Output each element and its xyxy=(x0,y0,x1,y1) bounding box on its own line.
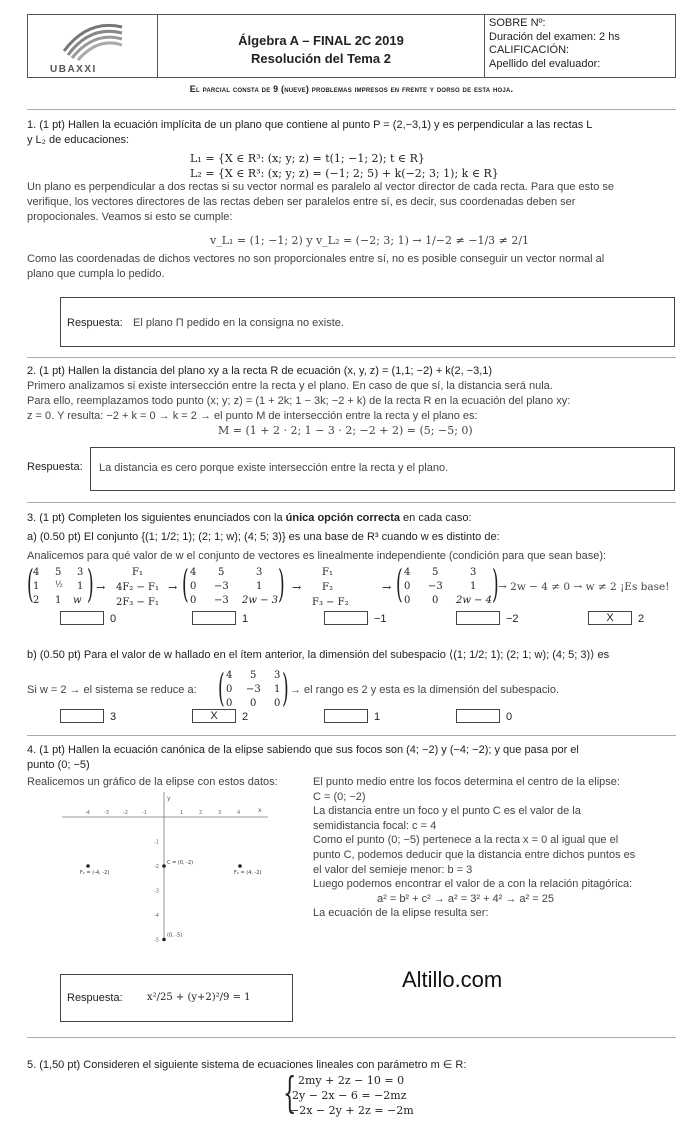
p4-solution-line: semidistancia focal: c = 4 xyxy=(313,819,437,832)
p3-statement-bold: única opción correcta xyxy=(285,512,400,524)
p3a-option-label: −1 xyxy=(374,613,387,625)
p5-brace: { xyxy=(283,1068,297,1117)
p3b-option-box[interactable] xyxy=(324,709,368,723)
p3b-option-box[interactable] xyxy=(60,709,104,723)
y-tick-label: -4 xyxy=(154,913,159,919)
y-tick-label: -1 xyxy=(154,839,159,846)
p3-statement-end: en cada caso: xyxy=(403,512,472,524)
p3a-option-label: 0 xyxy=(110,613,117,625)
x-tick-label: 3 xyxy=(218,810,222,816)
p1-line-L1: L₁ = {X ∈ R³: (x; y; z) = t(1; −1; 2); t ∈ R} xyxy=(190,152,425,165)
p3a-option-label: 2 xyxy=(638,613,645,625)
p1-text-4: Como las coordenadas de dichos vectores no son proporcionales entre sí, no es posible conseguir un vector normal al xyxy=(27,253,605,265)
p3a-matrix-1: ( 4 5 3 1 ½ 1 2 1 w ) xyxy=(27,562,94,606)
p3a-option-box[interactable] xyxy=(60,611,104,625)
divider xyxy=(27,735,676,736)
sobre-label: SOBRE Nº: xyxy=(489,17,546,29)
p3a-op: F₁ xyxy=(322,567,333,578)
p3-statement xyxy=(27,511,472,526)
p1-statement-2: y L₂ de educaciones: xyxy=(27,134,130,146)
x-axis-label: x xyxy=(258,807,262,814)
x-tick-label: 1 xyxy=(180,810,184,816)
ubaxxi-logo-icon xyxy=(58,21,128,61)
p4-statement: 4. (1 pt) Hallen la ecuación canónica de la elipse sabiendo que sus focos son (4; −2) y (−4; −2); y que pasa por el xyxy=(27,744,579,756)
p1-text-1: Un plano es perpendicular a dos rectas si su vector normal es paralelo al vector director de cada recta. Para que esto se xyxy=(27,181,614,193)
exam-title: Álgebra A – FINAL 2C 2019 xyxy=(238,33,404,48)
p2-text-2: Para ello, reemplazamos todo punto (x; y; z) = (1 + 2k; 1 − 3k; −2 + k) de la recta R en la ecuación del plano xy: xyxy=(27,395,571,407)
grade-label: CALIFICACIÓN: xyxy=(489,44,570,56)
divider xyxy=(27,1037,676,1038)
p3a-op: 4F₂ − F₁ xyxy=(116,582,159,593)
p3a-option-label: 1 xyxy=(242,613,249,625)
exam-header xyxy=(27,14,676,78)
p3-statement-start: 3. (1 pt) Completen los siguientes enunciados con la xyxy=(27,512,283,524)
x-tick-label: -3 xyxy=(104,810,109,816)
p3a-ops-2 xyxy=(312,566,382,612)
x-tick-label: 4 xyxy=(237,810,241,816)
graph-point-label: F₁ = (-4, -2) xyxy=(80,870,110,876)
y-tick-label: -2 xyxy=(154,864,159,870)
p5-statement: 5. (1,50 pt) Consideren el siguiente sistema de ecuaciones lineales con parámetro m ∈ R: xyxy=(27,1059,467,1071)
p2-point-M: M = (1 + 2 · 2; 1 − 3 · 2; −2 + 2) = (5; −5; 0) xyxy=(218,424,473,437)
p4-solution-line: el valor del semieje menor: b = 3 xyxy=(313,863,473,876)
x-tick-label: 2 xyxy=(199,810,203,816)
p2-text-3: z = 0. Y resulta: −2 + k = 0 → k = 2 → el punto M de intersección entre la recta y el plano es: xyxy=(27,410,478,422)
graph-point xyxy=(162,864,166,868)
p3a-result: → 2w − 4 ≠ 0 → w ≠ 2 ¡Es base! xyxy=(498,581,670,593)
y-tick-label: -5 xyxy=(154,937,159,944)
p4-answer-box xyxy=(60,974,293,1022)
p1-text-3: propocionales. Veamos si esto se cumple: xyxy=(27,211,233,223)
divider xyxy=(27,109,676,110)
p3b-option-box[interactable] xyxy=(456,709,500,723)
p3a-text: Analicemos para qué valor de w el conjunto de vectores es linealmente independiente (condición para que sean base): xyxy=(27,550,607,562)
p3a-op: F₃ − F₂ xyxy=(312,597,349,608)
p3b-matrix: ( 4 5 3 0 −3 1 0 0 0 ) xyxy=(218,666,289,710)
p1-answer-box xyxy=(60,297,675,347)
p1-answer: El plano Π pedido en la consigna no existe. xyxy=(133,317,344,329)
p3b-option-label: 1 xyxy=(374,711,381,723)
p3a-option-box[interactable] xyxy=(192,611,236,625)
p3b-option-label: 2 xyxy=(242,711,249,723)
p3a-op: 2F₃ − F₁ xyxy=(116,597,159,608)
p3b-text-b: → el rango es 2 y esta es la dimensión del subespacio. xyxy=(290,684,560,696)
p3a-arrow: → xyxy=(292,581,302,594)
p3a-option-box[interactable]: X xyxy=(588,611,632,625)
p3a-matrix-3: ( 4 5 3 0 −3 1 0 0 2w − 4 ) xyxy=(396,562,499,606)
p4-solution-line: C = (0; −2) xyxy=(313,790,366,803)
p4-solution-line: punto C, podemos deducir que la distancia entre dichos puntos es xyxy=(313,849,636,861)
p4-answer: x²/25 + (y+2)²/9 = 1 xyxy=(147,992,251,1003)
p4-solution-line: El punto medio entre los focos determina el centro de la elipse: xyxy=(313,776,620,788)
p4-solution-line: La distancia entre un foco y el punto C es el valor de la xyxy=(313,805,581,818)
p3b-option-label: 0 xyxy=(506,711,513,723)
p2-answer: La distancia es cero porque existe intersección entre la recta y el plano. xyxy=(99,462,449,474)
exam-subtitle: Resolución del Tema 2 xyxy=(251,50,391,66)
info-cell xyxy=(485,15,675,77)
p1-line-L2: L₂ = {X ∈ R³: (x; y; z) = (−1; 2; 5) + k(−2; 3; 1); k ∈ R} xyxy=(190,167,499,180)
p1-answer-label: Respuesta: xyxy=(67,317,123,329)
exam-notice: El parcial consta de 9 (nueve) problemas impresos en frente y dorso de esta hoja. xyxy=(189,84,514,94)
p3b-statement: b) (0.50 pt) Para el valor de w hallado en el ítem anterior, la dimensión del subespacio ⟨(1; 1/2; 1); (2; 1; w); (4; 5; 3)⟩ es xyxy=(27,649,610,661)
watermark: Altillo.com xyxy=(402,967,503,992)
p3b-option-box[interactable]: X xyxy=(192,709,236,723)
p3a-op: F₂ xyxy=(322,582,333,593)
graph-point-label: F₂ = (4, -2) xyxy=(234,870,262,876)
logo-cell xyxy=(28,15,158,77)
graph-point xyxy=(86,864,90,868)
logo-text: UBAXXI xyxy=(50,64,97,75)
y-axis-label: y xyxy=(167,795,171,802)
p4-solution-line: La ecuación de la elipse resulta ser: xyxy=(313,907,489,920)
p3a-matrix-2: ( 4 5 3 0 −3 1 0 −3 2w − 3 ) xyxy=(182,562,285,606)
p3b-option-label: 3 xyxy=(110,711,117,723)
x-tick-label: -1 xyxy=(142,810,147,816)
p4-solution-line: Luego podemos encontrar el valor de a con la relación pitagórica: xyxy=(313,878,633,891)
p5-eq-1: 2my + 2z − 10 = 0 xyxy=(298,1074,405,1087)
p5-eq-2: 2y − 2x − 6 = −2mz xyxy=(292,1089,407,1102)
x-tick-label: -2 xyxy=(123,810,128,816)
p3b-text-a: Si w = 2 → el sistema se reduce a: xyxy=(27,684,197,696)
p1-statement: 1. (1 pt) Hallen la ecuación implícita de un plano que contiene al punto P = (2,−3,1) y es perpendicular a las rectas L xyxy=(27,119,593,131)
p2-answer-label: Respuesta: xyxy=(27,461,83,473)
p3a-arrow: → xyxy=(168,581,178,594)
title-cell xyxy=(158,15,485,77)
p3a-option-box[interactable] xyxy=(324,611,368,625)
evaluator-label: Apellido del evaluador: xyxy=(489,57,601,70)
p2-text-1: Primero analizamos si existe intersección entre la recta y el plano. En caso de que sí, la distancia será nula. xyxy=(27,380,553,392)
ellipse-graph xyxy=(60,790,300,950)
duration-label: Duración del examen: 2 hs xyxy=(489,30,620,43)
p3a-arrow: → xyxy=(96,581,106,594)
p3a-option-box[interactable] xyxy=(456,611,500,625)
p4-intro: Realicemos un gráfico de la elipse con estos datos: xyxy=(27,776,278,788)
p1-vectors: v_L₁ = (1; −1; 2) y v_L₂ = (−2; 3; 1) → 1/−2 ≠ −1/3 ≠ 2/1 xyxy=(210,234,530,247)
x-tick-label: -4 xyxy=(85,810,90,816)
divider xyxy=(27,357,676,358)
p1-text-5: plano que cumpla lo pedido. xyxy=(27,268,165,280)
p3a-arrow: → xyxy=(382,581,392,594)
y-tick-label: -3 xyxy=(154,888,159,895)
divider xyxy=(27,502,676,503)
p1-text-2: verifique, los vectores directores de las rectas deben ser paralelos entre sí, es decir, sus coordenadas deben ser xyxy=(27,196,576,208)
graph-point xyxy=(162,938,166,942)
p4-solution-line: a² = b² + c² → a² = 3² + 4² → a² = 25 xyxy=(377,892,554,905)
p4-solution-line: Como el punto (0; −5) pertenece a la recta x = 0 al igual que el xyxy=(313,834,619,847)
graph-point xyxy=(238,864,242,868)
graph-point-label: (0, -5) xyxy=(167,932,183,939)
p2-answer-box xyxy=(90,447,675,491)
p2-statement: 2. (1 pt) Hallen la distancia del plano xy a la recta R de ecuación (x, y, z) = (1,1; −2) + k(2, −3,1) xyxy=(27,365,493,377)
p4-answer-label: Respuesta: xyxy=(67,992,123,1004)
p3a-op: F₁ xyxy=(132,567,143,578)
p3a-statement: a) (0.50 pt) El conjunto {(1; 1/2; 1); (2; 1; w); (4; 5; 3)} es una base de R³ cuando w es distinto de: xyxy=(27,531,500,543)
p4-statement-2: punto (0; −5) xyxy=(27,759,90,771)
graph-point-label: C = (0, -2) xyxy=(167,860,194,866)
p5-eq-3: −2x − 2y + 2z = −2m xyxy=(290,1104,414,1117)
p3a-option-label: −2 xyxy=(506,613,519,625)
